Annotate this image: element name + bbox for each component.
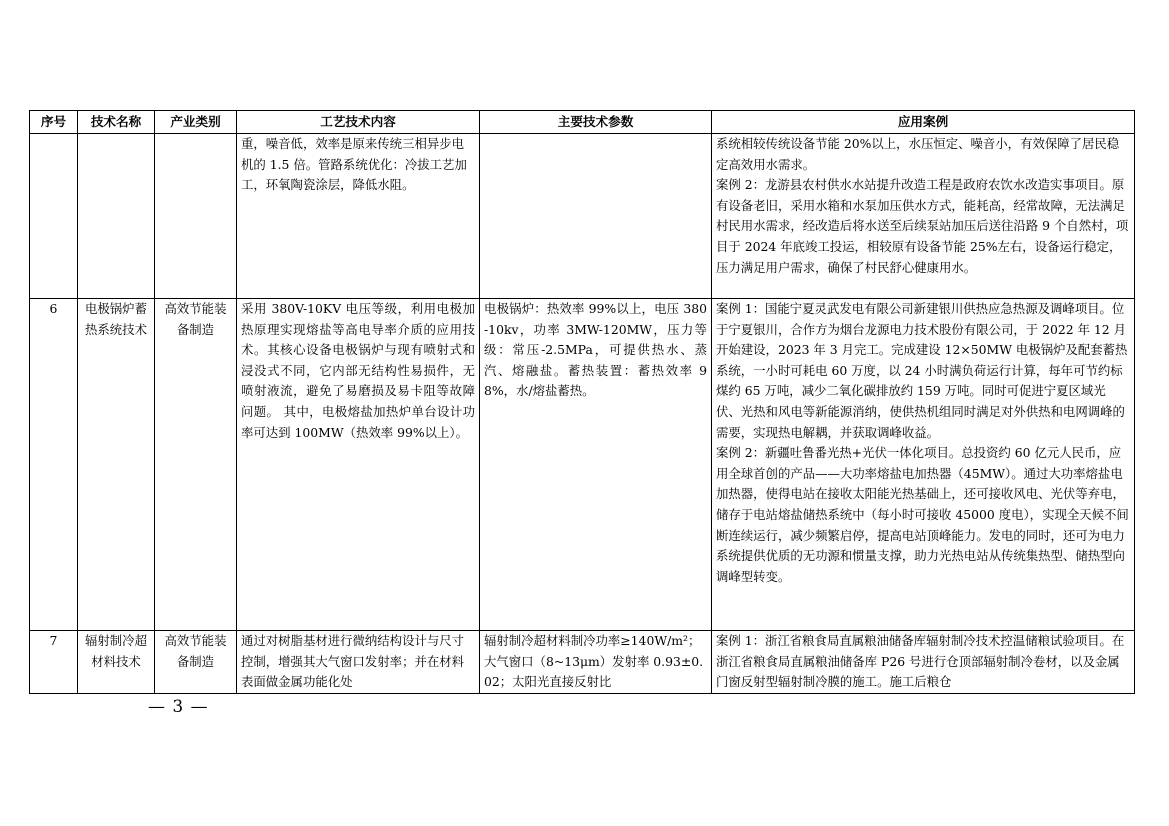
row-industry-category: 高效节能装备制造 [155, 299, 237, 631]
header-industry-category: 产业类别 [155, 111, 237, 134]
header-serial-number: 序号 [30, 111, 78, 134]
case-paragraph: 案例 1：浙江省粮食局直属粮油储备库辐射制冷技术控温储粮试验项目。在浙江省粮食局直属粮油储备库 P26 号进行仓顶部辐射制冷卷材，以及金属门窗反射型辐射制冷膜的施工。施工后粮仓 [716, 633, 1125, 690]
table-row [30, 134, 1135, 299]
row-industry-category: 高效节能装备制造 [155, 631, 237, 694]
row-application-cases [712, 134, 1135, 299]
row-technology-name: 辐射制冷超材料技术 [78, 631, 155, 694]
page-number: — 3 — [148, 697, 209, 717]
row-industry-category [155, 134, 237, 299]
case-paragraph: 案例 2：新疆吐鲁番光热+光伏一体化项目。总投资约 60 亿元人民币，应用全球首创的产品——大功率熔盐电加热器（45MW）。通过大功率熔盐电加热器，使得电站在接收太阳能光热基础上，还可接收风电、光伏等弃电，储存于电站熔盐储热系统中（每小时可接收 45000 度电），实现全天候不间断连续运行，减少频繁启停，提高电站顶峰能力。发电的同时，还可为电力系统提供优质的无功源和惯量支撑，助力光热电站从传统集热型、储热型向调峰型转变。 [716, 445, 1129, 584]
row-technology-name [78, 134, 155, 299]
row-application-cases [712, 631, 1135, 694]
case-paragraph: 系统相较传统设备节能 20%以上，水压恒定、噪音小，有效保障了居民稳定高效用水需求。 [716, 136, 1120, 172]
row-serial-number [30, 134, 78, 299]
table-row [30, 299, 1135, 631]
table-row [30, 631, 1135, 694]
row-technology-name: 电极锅炉蓄热系统技术 [78, 299, 155, 631]
row-main-parameters: 电极锅炉：热效率 99%以上，电压 380-10kv，功率 3MW-120MW，压力等级：常压-2.5MPa，可提供热水、蒸汽、熔融盐。蓄热装置：蓄热效率 98%，水/熔盐蓄热。 [480, 299, 712, 631]
row-process-content: 重，噪音低，效率是原来传统三相异步电机的 1.5 倍。管路系统优化：冷拔工艺加工，环氧陶瓷涂层，降低水阻。 [237, 134, 480, 299]
row-main-parameters [480, 134, 712, 299]
case-paragraph: 案例 1：国能宁夏灵武发电有限公司新建银川供热应急热源及调峰项目。位于宁夏银川，合作方为烟台龙源电力技术股份有限公司，于 2022 年 12 月开始建设，2023 年 3 月完工。完成建设 12×50MW 电极锅炉及配套蓄热系统，一小时可耗电 60 万度，以 24 小时满负荷运行计算，每年可节约标煤约 65 万吨，减少二氧化碳排放约 159 万吨。同时可促进宁夏区域光伏、光热和风电等新能源消纳，使供热机组同时满足对外供热和电网调峰的需要，实现热电解耦，并获取调峰收益。 [716, 301, 1128, 440]
row-main-parameters: 辐射制冷超材料制冷功率≥140W/m²；大气窗口（8~13μm）发射率 0.93±0.02；太阳光直接反射比 [480, 631, 712, 694]
header-main-parameters: 主要技术参数 [480, 111, 712, 134]
table-header-row [30, 111, 1135, 134]
technology-table [29, 110, 1135, 694]
case-paragraph: 案例 2：龙游县农村供水水站提升改造工程是政府农饮水改造实事项目。原有设备老旧，采用水箱和水泵加压供水方式，能耗高，经常故障，无法满足村民用水需求，经改造后将水送至后续泵站加压后送往沿路 9 个自然村，项目于 2024 年底竣工投运，相较原有设备节能 25%左右，设备运行稳定，压力满足用户需求，确保了村民舒心健康用水。 [716, 177, 1129, 275]
row-application-cases [712, 299, 1135, 631]
header-technology-name: 技术名称 [78, 111, 155, 134]
row-process-content: 采用 380V-10KV 电压等级，利用电极加热原理实现熔盐等高电导率介质的应用技术。其核心设备电极锅炉与现有喷射式和浸没式不同，它内部无结构性易损件，无喷射液流，避免了易磨损及易卡阻等故障问题。 其中，电极熔盐加热炉单台设计功率可达到 100MW（热效率 99%以上）。 [237, 299, 480, 631]
row-serial-number: 6 [30, 299, 78, 631]
row-process-content: 通过对树脂基材进行微纳结构设计与尺寸控制，增强其大气窗口发射率；并在材料表面做金属功能化处 [237, 631, 480, 694]
header-process-content: 工艺技术内容 [237, 111, 480, 134]
row-serial-number: 7 [30, 631, 78, 694]
header-application-cases: 应用案例 [712, 111, 1135, 134]
